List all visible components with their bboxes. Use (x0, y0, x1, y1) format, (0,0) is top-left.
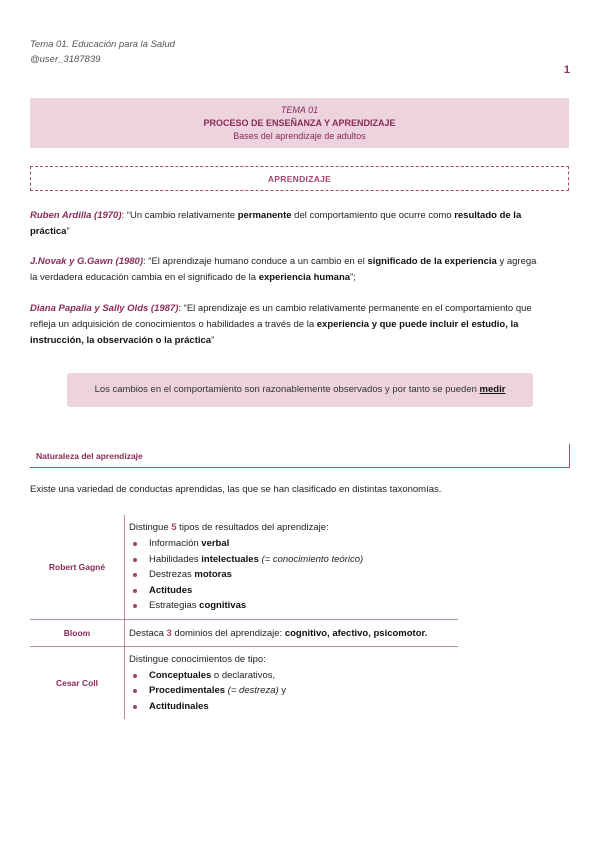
table-row: Cesar Coll Distingue conocimientos de tipo: Conceptuales o declarativos, Procedimentales (= destreza) y Actitudinales (30, 647, 458, 720)
list-item: Destrezas motoras (129, 567, 458, 583)
table-row: Robert Gagné Distingue 5 tipos de resultados del aprendizaje: Información verbal Habilidades intelectuales (= conocimiento teórico) Destrezas motoras Actitudes Estrategias cognitivas (30, 515, 458, 620)
header-user: @user_3187839 (30, 54, 101, 65)
coll-list (129, 668, 458, 715)
quote-papalia: Diana Papalia y Sally Olds (1987): “El aprendizaje es un cambio relativamente permanente en el comportamiento que refleja un adquisición de conocimientos o habilidades a través de la experiencia y que puede incluir el estudio, la instrucción, la observación o la práctica” (30, 303, 532, 346)
page-title: PROCESO DE ENSEÑANZA Y APRENDIZAJE (203, 118, 396, 128)
quote-ardilla: Ruben Ardilla (1970): “Un cambio relativamente permanente del comportamiento que ocurre como resultado de la práctica” (30, 210, 522, 237)
page-number: 1 (563, 64, 570, 76)
page-subtitle: Bases del aprendizaje de adultos (233, 131, 366, 141)
author-name: Robert Gagné (30, 515, 125, 620)
quote-author: J.Novak y G.Gawn (1980) (30, 256, 143, 267)
author-name: Cesar Coll (30, 647, 125, 720)
section-heading-aprendizaje: APRENDIZAJE (30, 166, 569, 191)
list-item: Procedimentales (= destreza) y (129, 683, 458, 699)
list-item: Conceptuales o declarativos, (129, 668, 458, 684)
callout-box: Los cambios en el comportamiento son razonablemente observados y por tanto se pueden medir (67, 373, 533, 407)
table-row: Bloom Destaca 3 dominios del aprendizaje: cognitivo, afectivo, psicomotor. (30, 620, 458, 647)
section-heading-naturaleza: Naturaleza del aprendizaje (30, 444, 570, 468)
list-item: Información verbal (129, 536, 458, 552)
header-course: Tema 01. Educación para la Salud (30, 39, 175, 50)
quote-novak: J.Novak y G.Gawn (1980): “El aprendizaje humano conduce a un cambio en el significado de la experiencia y agrega la verdadera educación cambia en el significado de la experiencia humana”; (30, 256, 537, 283)
title-banner (30, 98, 569, 148)
author-name: Bloom (30, 620, 125, 647)
intro-paragraph: Existe una variedad de conductas aprendidas, las que se han clasificado en distintas taxonomías. (30, 484, 442, 495)
callout-emphasis: medir (479, 384, 506, 395)
quote-author: Ruben Ardilla (1970) (30, 210, 122, 221)
gagne-list (129, 536, 458, 614)
taxonomy-table (30, 515, 458, 719)
list-item: Actitudinales (129, 699, 458, 715)
list-item: Estrategias cognitivas (129, 598, 458, 614)
list-item: Habilidades intelectuales (= conocimiento teórico) (129, 552, 458, 568)
list-item: Actitudes (129, 583, 458, 599)
tema-label: TEMA 01 (280, 105, 319, 115)
quote-author: Diana Papalia y Sally Olds (1987) (30, 303, 179, 314)
document-header (30, 37, 175, 67)
